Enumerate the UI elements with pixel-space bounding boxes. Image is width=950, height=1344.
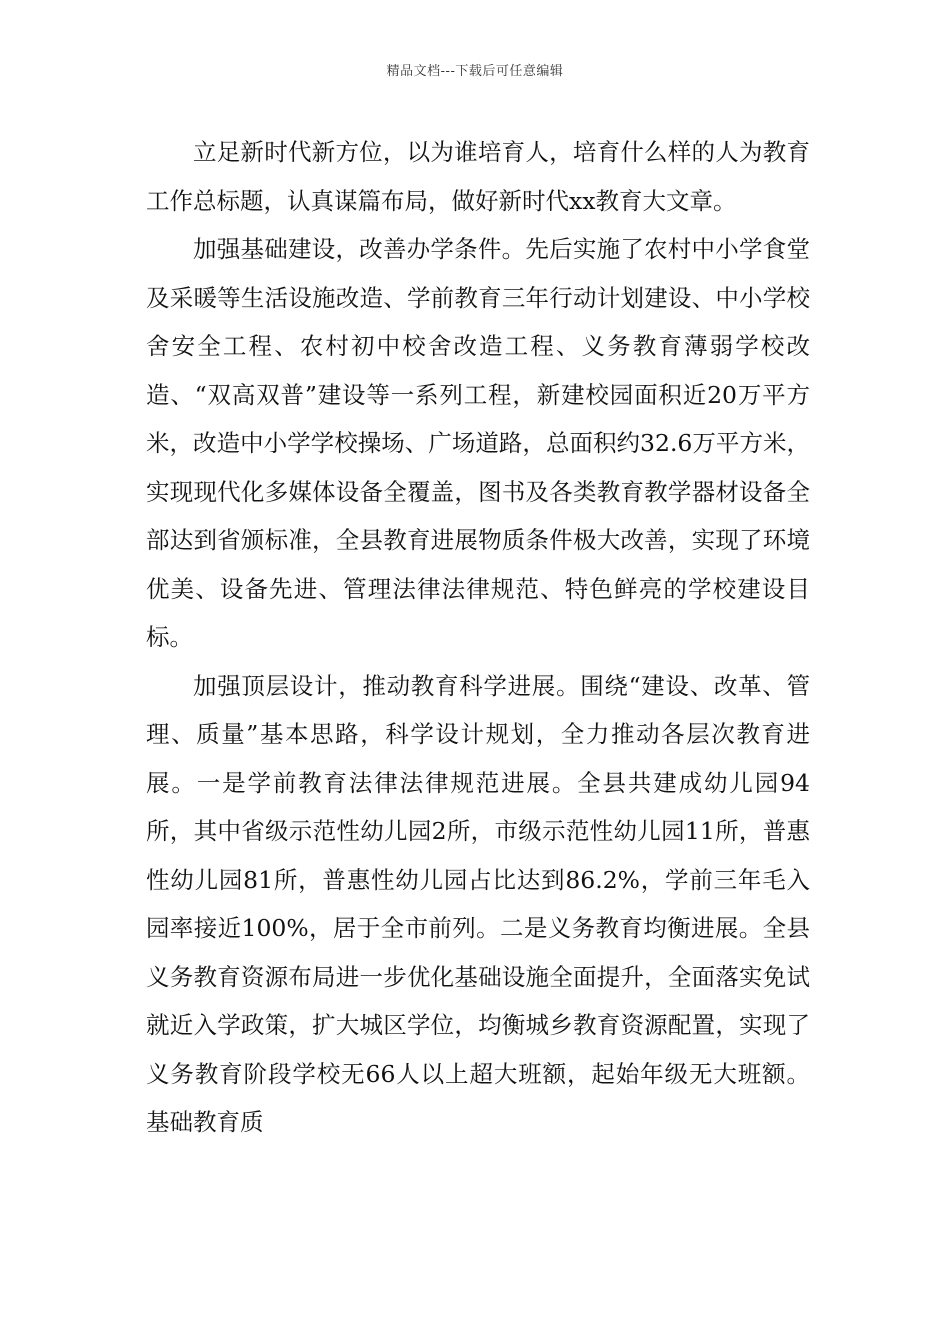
paragraph: 立足新时代新方位，以为谁培育人，培育什么样的人为教育工作总标题，认真谋篇布局，做好新时代xx教育大文章。: [146, 138, 810, 215]
page-header: 精品文档---下载后可任意编辑: [386, 64, 564, 79]
paragraph: 加强顶层设计，推动教育科学进展。围绕“建设、改革、管理、质量”基本思路，科学设计规划，全力推动各层次教育进展。一是学前教育法律法律规范进展。全县共建成幼儿园94所，其中省级示范性幼儿园2所，市级示范性幼儿园11所，普惠性幼儿园81所，普惠性幼儿园占比达到86.2%，学前三年毛入园率接近100%，居于全市前列。二是义务教育均衡进展。全县义务教育资源布局进一步优化基础设施全面提升，全面落实免试就近入学政策，扩大城区学位，均衡城乡教育资源配置，实现了义务教育阶段学校无66人以上超大班额，起始年级无大班额。基础教育质: [146, 671, 810, 1136]
paragraph: 加强基础建设，改善办学条件。先后实施了农村中小学食堂及采暖等生活设施改造、学前教育三年行动计划建设、中小学校舍安全工程、农村初中校舍改造工程、义务教育薄弱学校改造、“双高双普”建设等一系列工程，新建校园面积近20万平方米，改造中小学学校操场、广场道路，总面积约32.6万平方米，实现现代化多媒体设备全覆盖，图书及各类教育教学器材设备全部达到省颁标准，全县教育进展物质条件极大改善，实现了环境优美、设备先进、管理法律法律规范、特色鲜亮的学校建设目标。: [146, 235, 810, 651]
document-body: [146, 128, 810, 1147]
